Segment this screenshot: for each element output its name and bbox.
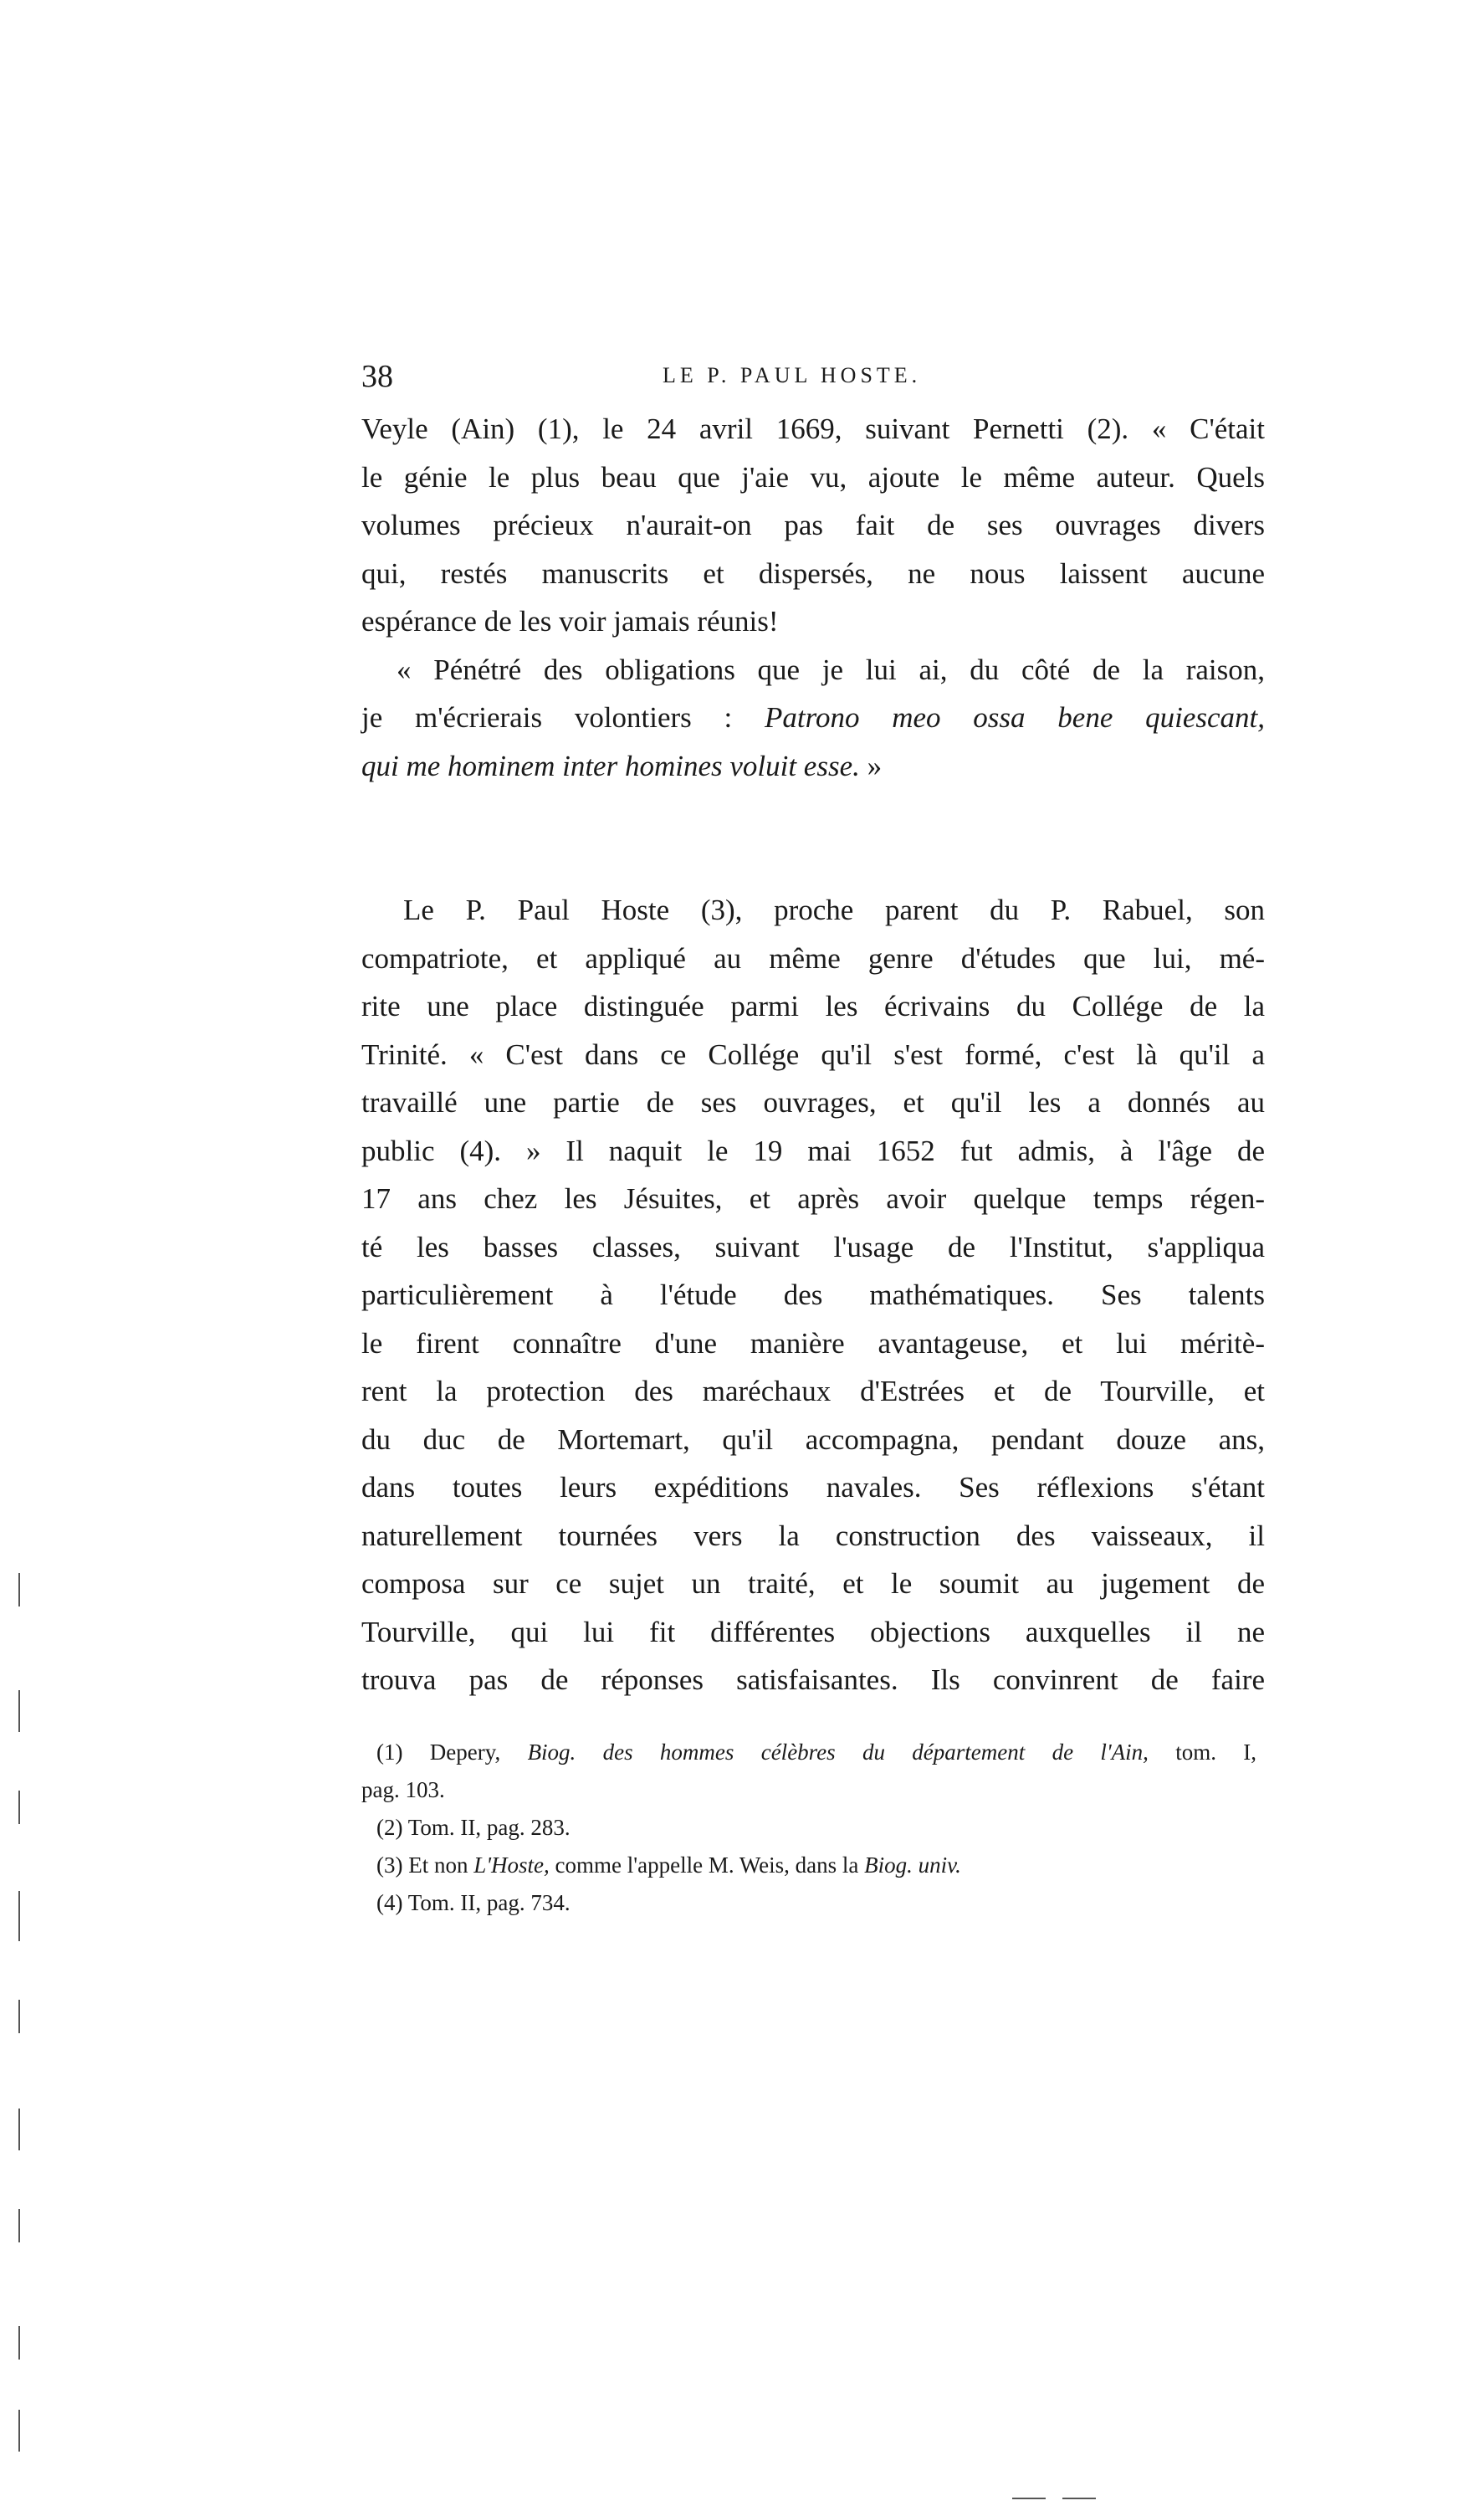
footnote-text: (3) Et non bbox=[376, 1852, 474, 1878]
text-line bbox=[361, 694, 1265, 742]
latin-quote: qui me hominem inter homines voluit esse. bbox=[361, 749, 860, 782]
footnote-title: Biog. univ. bbox=[864, 1852, 961, 1878]
text-line: le génie le plus beau que j'aie vu, ajoute le même auteur. Quels bbox=[361, 460, 1265, 494]
text-line: espérance de les voir jamais réunis! bbox=[361, 605, 779, 638]
text-line: du duc de Mortemart, qu'il accompagna, pendant douze ans, bbox=[361, 1422, 1265, 1456]
text-line: le firent connaître d'une manière avantageuse, et lui méritè- bbox=[361, 1326, 1265, 1360]
latin-quote: Patrono meo ossa bene quiescant, bbox=[765, 701, 1266, 734]
scan-artifact bbox=[18, 1573, 20, 1606]
footnotes bbox=[361, 1734, 1256, 1922]
text-line: composa sur ce sujet un traité, et le soumit au jugement de bbox=[361, 1567, 1265, 1600]
text-line bbox=[361, 742, 1265, 791]
text-line: Le P. Paul Hoste (3), proche parent du P. Rabuel, son bbox=[403, 894, 1265, 926]
text-line: trouva pas de réponses satisfaisantes. Ils convinrent de faire bbox=[361, 1663, 1265, 1696]
text-line: qui, restés manuscrits et dispersés, ne nous laissent aucune bbox=[361, 556, 1265, 590]
text-line: travaillé une partie de ses ouvrages, et qu'il les a donnés au bbox=[361, 1086, 1265, 1119]
text-line: compatriote, et appliqué au même genre d'études que lui, mé- bbox=[361, 941, 1265, 975]
footnote-title: L'Hoste, bbox=[473, 1852, 550, 1878]
footnote-text: (1) Depery, bbox=[376, 1740, 528, 1765]
running-title: LE P. PAUL HOSTE. bbox=[663, 363, 922, 387]
scan-artifact bbox=[18, 2109, 20, 2150]
footnote-1 bbox=[361, 1734, 1256, 1771]
text-line: Trinité. « C'est dans ce Collége qu'il s'est formé, c'est là qu'il a bbox=[361, 1038, 1265, 1071]
text-line: naturellement tournées vers la construction des vaisseaux, il bbox=[361, 1519, 1265, 1552]
scan-artifact bbox=[18, 2410, 20, 2452]
text-line: Veyle (Ain) (1), le 24 avril 1669, suivant Pernetti (2). « C'était bbox=[361, 413, 1265, 445]
text-line: té les basses classes, suivant l'usage de l'Institut, s'appliqua bbox=[361, 1230, 1265, 1263]
scan-artifact bbox=[18, 1791, 20, 1824]
text-line: dans toutes leurs expéditions navales. Ses réflexions s'étant bbox=[361, 1471, 1265, 1504]
footnote-title: Biog. des hommes célèbres du département de l'Ain, bbox=[527, 1740, 1149, 1765]
footnote-3 bbox=[361, 1847, 1256, 1884]
text-line: Tourville, qui lui fit différentes objections auxquelles il ne bbox=[361, 1615, 1265, 1648]
text-line: rent la protection des maréchaux d'Estrées et de Tourville, et bbox=[361, 1375, 1265, 1407]
scan-artifact bbox=[1012, 2498, 1046, 2499]
scan-artifact bbox=[18, 1891, 20, 1941]
footnote-2: (2) Tom. II, pag. 283. bbox=[376, 1815, 571, 1840]
footnote-text: comme l'appelle M. Weis, dans la bbox=[549, 1852, 865, 1878]
text-line: « Pénétré des obligations que je lui ai, du côté de la raison, bbox=[397, 653, 1265, 686]
scan-artifact bbox=[1062, 2498, 1096, 2499]
text-span: » bbox=[859, 749, 883, 782]
scan-artifact bbox=[18, 1690, 20, 1732]
text-line: public (4). » Il naquit le 19 mai 1652 fut admis, à l'âge de bbox=[361, 1134, 1265, 1167]
text-line: particulièrement à l'étude des mathématiques. Ses talents bbox=[361, 1278, 1265, 1311]
scan-artifact bbox=[18, 2326, 20, 2360]
running-head bbox=[361, 358, 1265, 400]
footnote-text: tom. I, bbox=[1148, 1740, 1257, 1765]
scan-artifact bbox=[18, 2209, 20, 2242]
paragraph-rabuel-ending bbox=[361, 405, 1265, 790]
page-number: 38 bbox=[361, 359, 393, 394]
text-line: 17 ans chez les Jésuites, et après avoir quelque temps régen- bbox=[361, 1182, 1265, 1215]
footnote-1-cont: pag. 103. bbox=[361, 1777, 445, 1802]
footnote-4: (4) Tom. II, pag. 734. bbox=[376, 1890, 571, 1915]
text-line: volumes précieux n'aurait-on pas fait de ses ouvrages divers bbox=[361, 509, 1265, 541]
text-span: je m'écrierais volontiers : bbox=[361, 701, 765, 734]
scan-artifact bbox=[18, 2000, 20, 2033]
paragraph-paul-hoste bbox=[361, 886, 1265, 1704]
text-line: rite une place distinguée parmi les écrivains du Collége de la bbox=[361, 990, 1265, 1022]
